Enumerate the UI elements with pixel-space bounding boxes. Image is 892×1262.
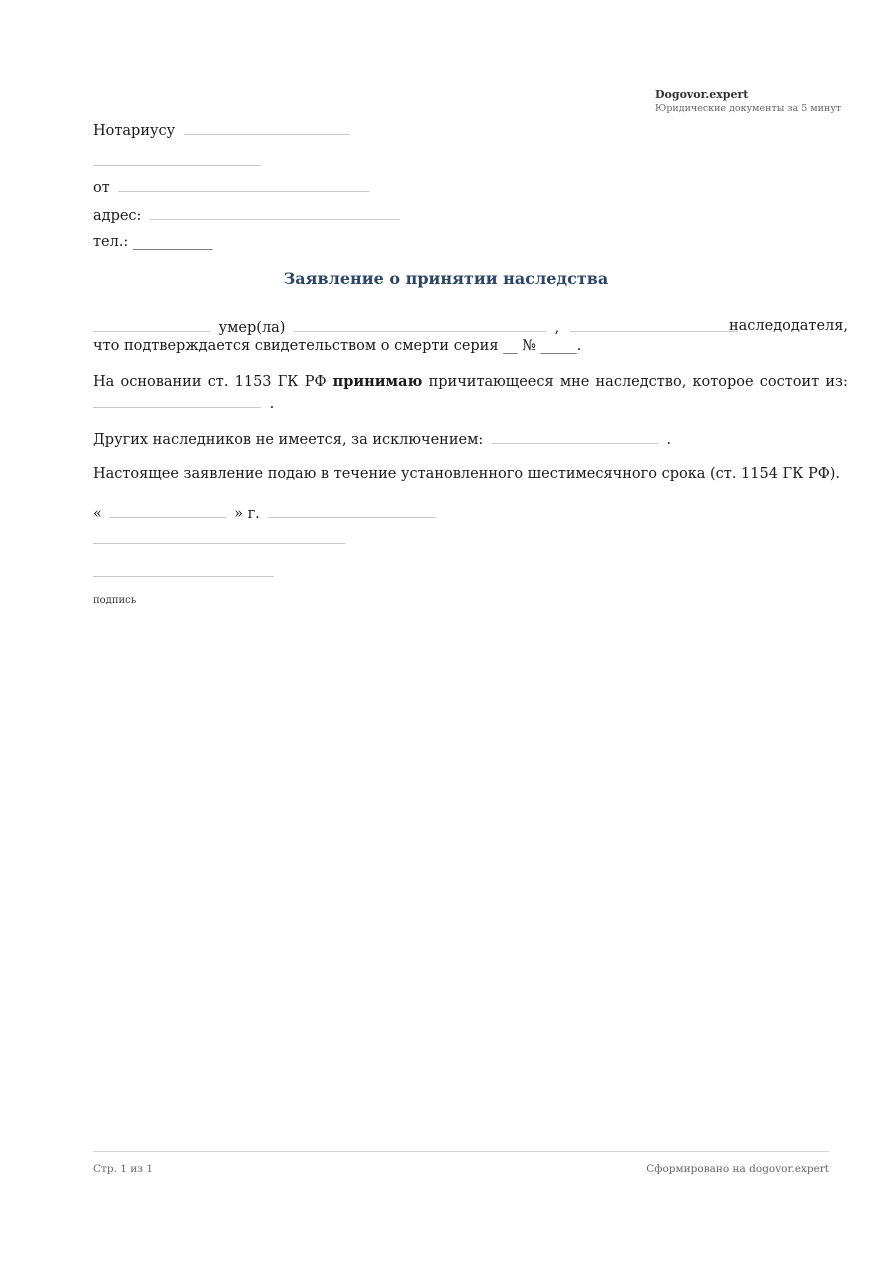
quote-open: « <box>93 506 102 522</box>
day-month-blank <box>109 503 226 518</box>
basis-word: из: <box>825 374 848 390</box>
died-label: умер(ла) <box>218 320 286 336</box>
period: . <box>269 396 275 412</box>
basis-line <box>93 373 848 391</box>
other-heirs-line <box>93 429 671 449</box>
signature-label: подпись <box>93 595 137 606</box>
other-heirs-text: Других наследников не имеется, за исключением: <box>93 432 484 448</box>
deadline-line: Настоящее заявление подаю в течение установленного шестимесячного срока (ст. 1154 ГК РФ). <box>93 466 841 482</box>
basis-word: основании <box>120 374 202 390</box>
from-blank <box>118 177 369 192</box>
notary-second-blank <box>93 165 261 166</box>
relation-blank <box>570 317 738 332</box>
accept-word: принимаю <box>332 373 423 390</box>
basis-word: 1153 <box>234 374 272 390</box>
phone-line <box>93 233 213 251</box>
generated-by: Сформировано на dogovor.expert <box>646 1163 829 1175</box>
deceased-name-blank <box>93 317 210 332</box>
phone-label: тел.: <box>93 234 129 250</box>
page-number: Стр. 1 из 1 <box>93 1163 154 1175</box>
basis-word: состоит <box>759 374 820 390</box>
year-blank <box>268 503 436 518</box>
signature-blank <box>93 576 274 577</box>
death-date-blank <box>294 317 546 332</box>
basis-word: ГК <box>277 374 299 390</box>
comma: , <box>554 320 560 336</box>
footer-divider <box>93 1151 829 1152</box>
inheritance-line <box>93 393 274 413</box>
basis-word: которое <box>692 374 754 390</box>
address-label: адрес: <box>93 208 142 224</box>
notary-label: Нотариусу <box>93 123 176 139</box>
date-line <box>93 503 436 523</box>
from-label: от <box>93 180 110 196</box>
brand-name: Dogovor.expert <box>655 88 749 101</box>
basis-word: ст. <box>207 374 229 390</box>
address-line <box>93 205 400 225</box>
notary-blank <box>184 120 350 135</box>
paragraph-deceased <box>93 317 848 337</box>
inheritance-blank <box>93 393 261 408</box>
heir-word: наследодателя, <box>728 318 848 334</box>
phone-blank: ___________ <box>132 234 213 250</box>
from-line <box>93 177 369 197</box>
basis-word: На <box>93 374 115 390</box>
name-blank <box>93 543 345 544</box>
quote-close: » г. <box>234 506 260 522</box>
notary-line <box>93 120 350 140</box>
basis-word: причитающееся <box>428 374 554 390</box>
period: . <box>666 432 672 448</box>
confirm-line: что подтверждается свидетельством о смерти серия __ № _____. <box>93 338 582 354</box>
basis-word: РФ <box>304 374 327 390</box>
basis-word: наследство, <box>595 374 687 390</box>
basis-word: мне <box>559 374 590 390</box>
document-title: Заявление о принятии наследства <box>283 269 609 288</box>
brand-block <box>655 88 841 116</box>
other-heirs-blank <box>492 429 658 444</box>
brand-tagline: Юридические документы за 5 минут <box>655 103 842 114</box>
address-blank <box>150 205 400 220</box>
